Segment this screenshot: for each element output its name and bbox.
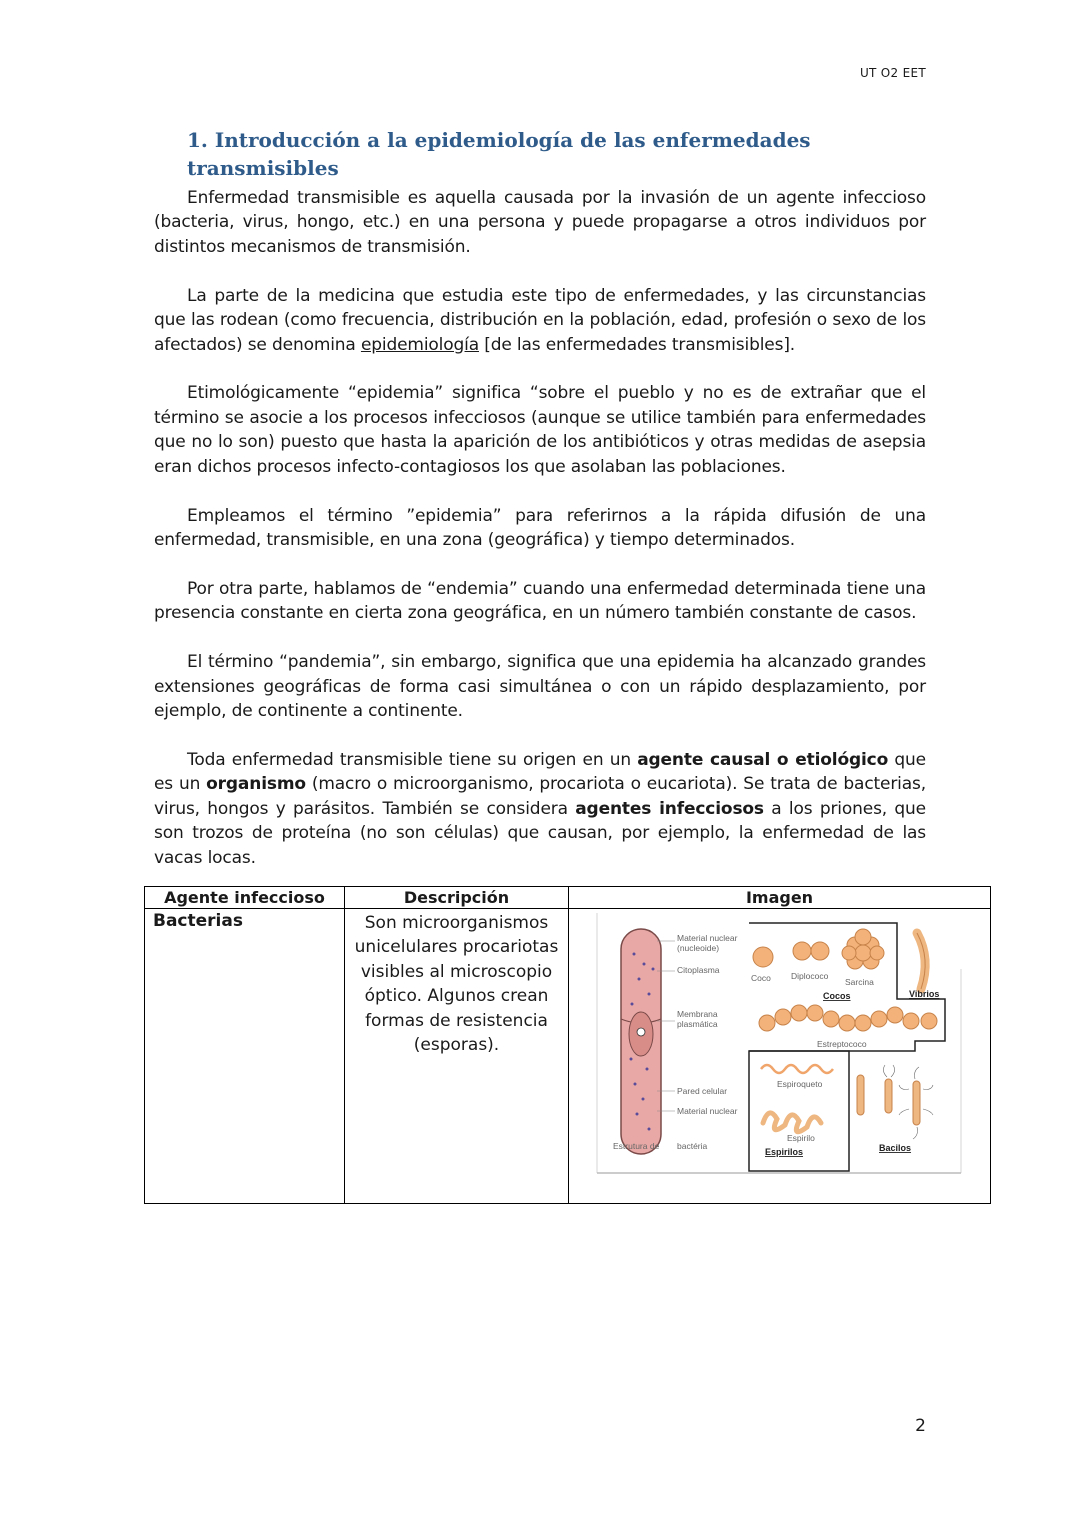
bacteria-cell-diagram [613, 929, 738, 1154]
p7-bold-1: agente causal o etiológico [637, 749, 889, 770]
p2-text-b: [de las enfermedades transmisibles]. [478, 334, 796, 355]
header-description: Descripción [345, 887, 569, 909]
label-espirilos: Espirilos [765, 1147, 804, 1157]
description-cell: Son microorganismos unicelulares procariotas visibles al microscopio óptico. Algunos crean formas de resistencia (esporas). [345, 909, 569, 1204]
label-nucleoid-2: (nucleoide) [677, 943, 720, 953]
paragraph-3: Etimológicamente “epidemia” significa “sobre el pueblo y no es de extrañar que el término se asocie a los procesos infecciosos (aunque se utilice también para enfermedades que no lo son) puesto que hasta la aparición de los antibióticos y otras medidas de asepsia eran dichos procesos infecto-contagiosos los que asolaban las poblaciones. [154, 383, 926, 477]
paragraph-5: Por otra parte, hablamos de “endemia” cuando una enfermedad determinada tiene una presencia constante en cierta zona geográfica, en un número también constante de casos. [154, 578, 926, 624]
epidemiologia-term: epidemiología [360, 334, 479, 355]
p7-text-d: (macro o microorganismo, procariota o eucariota). Se trata de bacterias, virus, hongos y parásitos. También se considera [154, 774, 926, 819]
label-coco: Coco [751, 973, 771, 983]
coccus-single [753, 947, 773, 967]
label-espirilo: Espirilo [787, 1133, 815, 1143]
label-nuclear: Material nuclear [677, 1106, 738, 1116]
agents-table [144, 886, 991, 1204]
paragraph-1: Enfermedad transmisible es aquella causada por la invasión de un agente infeccioso (bacteria, virus, hongo, etc.) en una persona y puede propagarse a otros individuos por distintos mecanismos de transmisión. [154, 188, 926, 257]
label-espiroqueto: Espiroqueto [777, 1079, 823, 1089]
label-sarcina: Sarcina [845, 977, 874, 987]
table-header-row [145, 887, 991, 909]
page-number: 2 [915, 1416, 926, 1436]
p7-text-a: Toda enfermedad transmisible tiene su origen en un [187, 749, 638, 770]
paragraph-6: El término “pandemia”, sin embargo, significa que una epidemia ha alcanzado grandes extensiones geográficas de forma casi simultánea o con un rápido desplazamiento, por ejemplo, de continente a continente. [154, 652, 926, 721]
image-cell [569, 909, 991, 1204]
header-agent: Agente infeccioso [145, 887, 345, 909]
paragraph-2 [154, 284, 926, 357]
label-cocos: Cocos [823, 991, 851, 1001]
header-image: Imagen [569, 887, 991, 909]
section-title: 1. Introducción a la epidemiología de las enfermedades transmisibles [187, 128, 811, 180]
label-wall: Pared celular [677, 1086, 728, 1096]
spirilla-panel [749, 1051, 849, 1171]
sarcina-cluster [842, 929, 884, 969]
label-bacilos: Bacilos [879, 1143, 912, 1153]
streptococcus-chain [759, 1005, 937, 1031]
label-membrane: Membrana [677, 1009, 718, 1019]
main-content [154, 126, 926, 894]
p7-bold-3: agentes infecciosos [575, 798, 764, 819]
vibrio-diagram [909, 933, 939, 999]
label-cytoplasm: Citoplasma [677, 965, 720, 975]
label-nucleoid: Material nuclear [677, 933, 738, 943]
p7-bold-2: organismo [206, 774, 306, 795]
label-estreptococo: Estreptococo [817, 1039, 867, 1049]
label-structure-a: Estrutura de [613, 1141, 660, 1151]
p7-text-e: a los priones, que son trozos de proteína (no son células) que causan, por ejemplo, la enfermedad de las vacas locas. [154, 798, 926, 868]
label-vibrios: Vibrios [909, 989, 940, 999]
label-membrane-2: plasmática [677, 1019, 718, 1029]
p7-text-c: que es un [154, 749, 926, 795]
label-diplococo: Diplococo [791, 971, 829, 981]
bacteria-figure [569, 909, 989, 1199]
label-structure-b: bactéria [677, 1141, 708, 1151]
running-header: UT O2 EET [859, 66, 926, 80]
p2-text-a: La parte de la medicina que estudia este tipo de enfermedades, y las circunstancias que las rodean (como frecuencia, distribución en la población, edad, profesión o sexo de los afectados) se denomina [154, 285, 926, 355]
cocci-panel [749, 923, 945, 1051]
agent-cell: Bacterias [145, 909, 345, 1204]
paragraph-4: Empleamos el término ”epidemia” para referirnos a la rápida difusión de una enfermedad, transmisible, en una zona (geográfica) y tiempo determinados. [154, 505, 926, 550]
table-row [145, 909, 991, 1204]
paragraph-7 [154, 748, 926, 870]
bacilli-diagram [857, 1065, 933, 1153]
